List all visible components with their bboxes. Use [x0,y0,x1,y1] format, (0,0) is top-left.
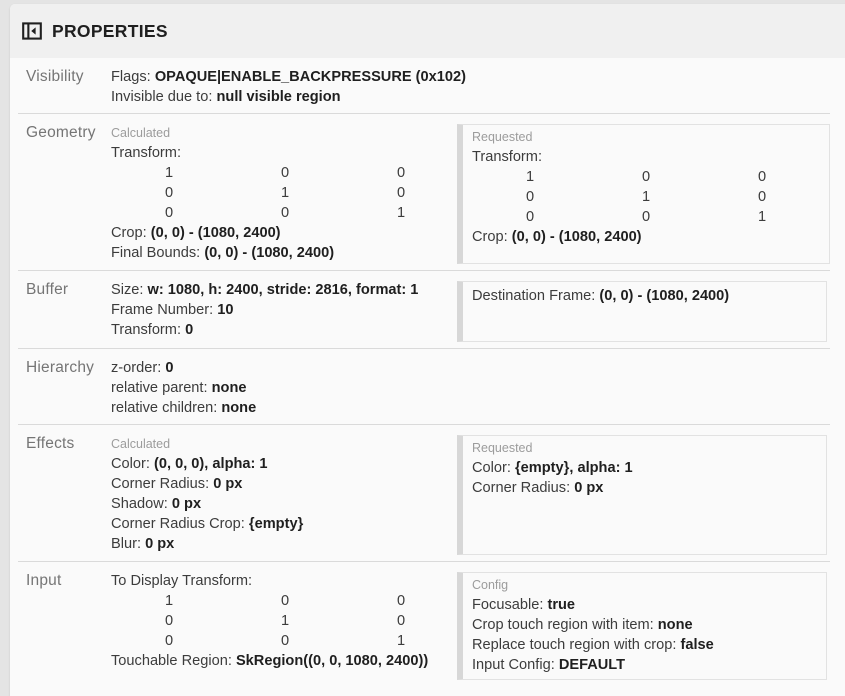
section-hierarchy [18,349,830,425]
transform-matrix-row: 0 0 1 [164,205,406,221]
visibility-properties [111,67,830,107]
section-label: Hierarchy [26,359,95,376]
group-label: Requested [472,130,533,144]
section-visibility [18,58,830,114]
property-line: Replace touch region with crop: false [472,637,714,653]
property-line: Shadow: 0 px [111,496,202,512]
property-line: Color: (0, 0, 0), alpha: 1 [111,456,268,472]
property-line: z-order: 0 [111,360,174,376]
group-label: Calculated [111,126,171,140]
transform-matrix-row: 1 0 0 [164,165,406,181]
section-effects [18,425,830,562]
transform-matrix-row: 0 1 0 [525,189,767,205]
input-properties [111,571,457,671]
effects-calculated [111,434,457,554]
section-label: Visibility [26,68,84,85]
transform-matrix-row: 1 0 0 [164,593,406,609]
transform-matrix-row: 1 0 0 [525,169,767,185]
property-line: Corner Radius Crop: {empty} [111,516,304,532]
properties-panel [10,4,845,696]
panel-header [10,4,845,58]
transform-matrix-row: 0 1 0 [164,185,406,201]
property-line: Invisible due to: null visible region [111,89,341,105]
section-label: Effects [26,435,75,452]
section-label: Buffer [26,281,69,298]
panel-collapse-left-icon[interactable] [21,20,43,42]
property-line: Transform: [111,145,182,161]
property-line: To Display Transform: [111,573,253,589]
buffer-properties [111,280,457,340]
property-line: Crop: (0, 0) - (1080, 2400) [472,229,642,245]
property-line: Touchable Region: SkRegion((0, 0, 1080, 2400)) [111,653,429,669]
property-line: Size: w: 1080, h: 2400, stride: 2816, format: 1 [111,282,419,298]
transform-matrix-row: 0 0 1 [164,633,406,649]
property-line: Transform: [472,149,543,165]
group-label: Config [472,578,509,592]
section-buffer [18,271,830,349]
property-line: Corner Radius: 0 px [111,476,243,492]
property-line: Destination Frame: (0, 0) - (1080, 2400) [472,288,730,304]
property-line: relative parent: none [111,380,247,396]
property-line: Focusable: true [472,597,576,613]
property-line: Final Bounds: (0, 0) - (1080, 2400) [111,245,335,261]
property-line: Corner Radius: 0 px [472,480,604,496]
property-line: Color: {empty}, alpha: 1 [472,460,633,476]
section-label: Input [26,572,62,589]
group-label: Calculated [111,437,171,451]
panel-title: PROPERTIES [52,20,168,41]
hierarchy-properties [111,358,830,418]
section-geometry [18,114,830,271]
section-input [18,562,830,686]
transform-matrix-row: 0 1 0 [164,613,406,629]
section-label: Geometry [26,124,96,141]
property-line: Transform: 0 [111,322,194,338]
property-line: relative children: none [111,400,257,416]
property-line: Blur: 0 px [111,536,175,552]
property-line: Crop touch region with item: none [472,617,693,633]
geometry-calculated [111,123,457,263]
geometry-requested-box [457,124,830,264]
effects-requested-box [457,435,827,555]
property-line: Flags: OPAQUE|ENABLE_BACKPRESSURE (0x102) [111,69,466,85]
group-label: Requested [472,441,533,455]
properties-content [10,58,845,696]
property-line: Input Config: DEFAULT [472,657,626,673]
buffer-requested-box [457,281,827,342]
property-line: Frame Number: 10 [111,302,234,318]
transform-matrix-row: 0 0 1 [525,209,767,225]
property-line: Crop: (0, 0) - (1080, 2400) [111,225,281,241]
input-config-box [457,572,827,680]
